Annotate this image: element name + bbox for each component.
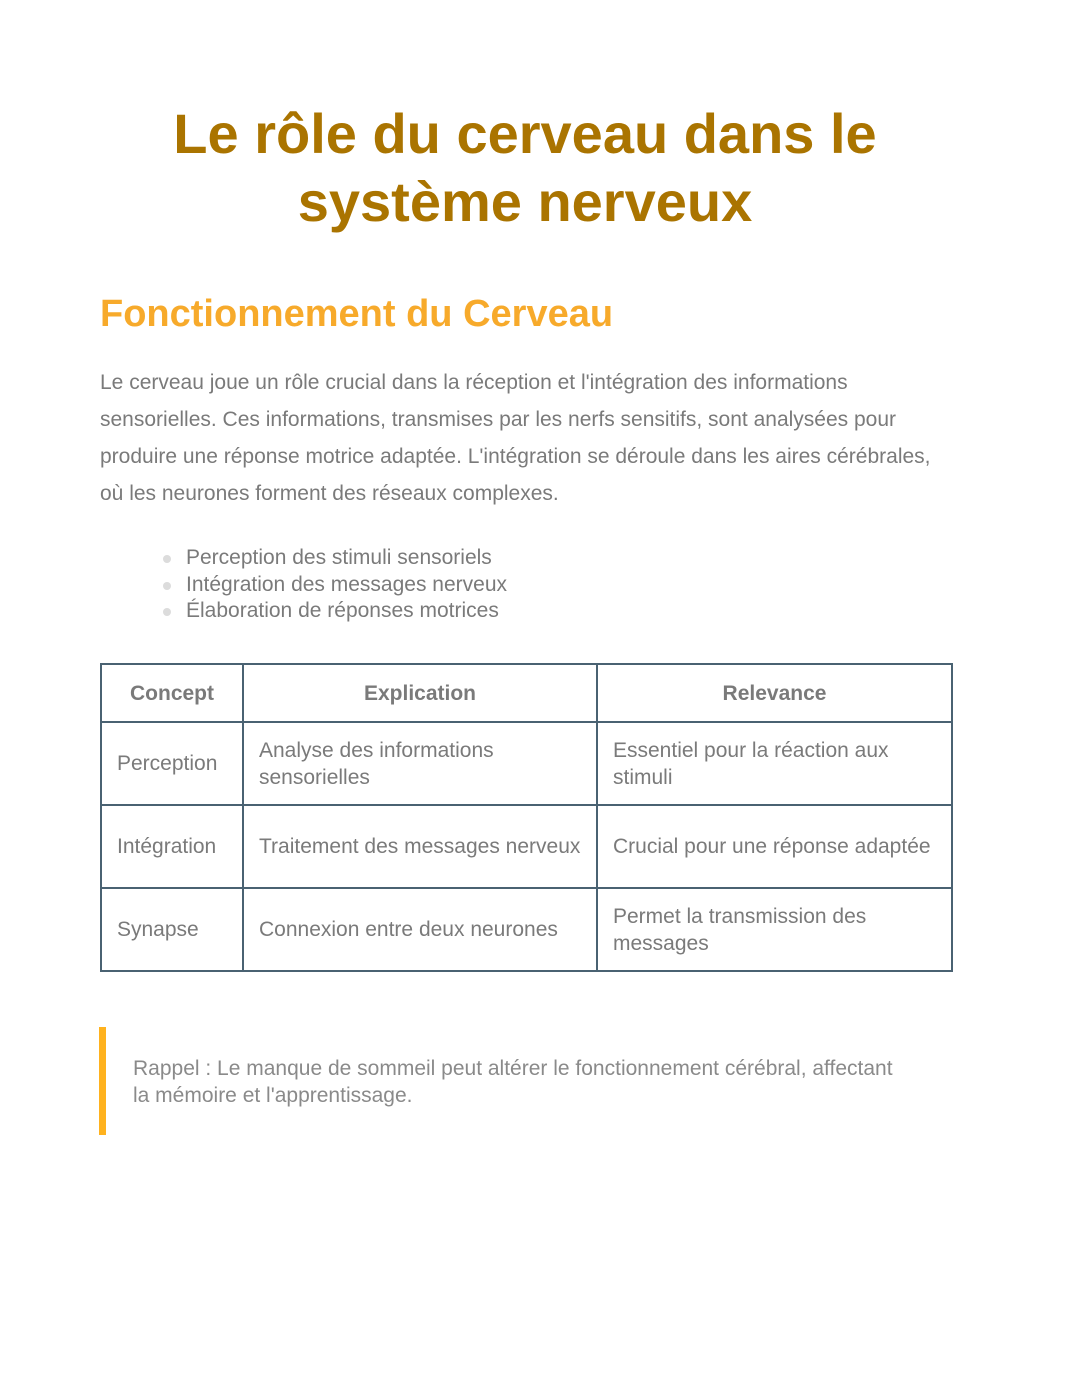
- reminder-callout: [99, 1027, 951, 1135]
- column-header-concept: Concept: [101, 664, 243, 722]
- table-cell-explication: Analyse des informations sensorielles: [243, 722, 597, 805]
- concept-table: [100, 663, 953, 972]
- section-heading: Fonctionnement du Cerveau: [100, 293, 614, 335]
- table-row: [101, 805, 952, 888]
- list-item: [160, 598, 507, 625]
- table-header-row: [101, 664, 952, 722]
- bullet-icon: [163, 608, 171, 616]
- bullet-icon: [163, 582, 171, 590]
- table-cell-relevance: Essentiel pour la réaction aux stimuli: [597, 722, 952, 805]
- table-cell-explication: Traitement des messages nerveux: [243, 805, 597, 888]
- table-cell-relevance: Crucial pour une réponse adaptée: [597, 805, 952, 888]
- callout-accent-bar: [99, 1027, 106, 1135]
- list-item: [160, 572, 507, 599]
- table-cell-concept: Intégration: [101, 805, 243, 888]
- table-row: [101, 722, 952, 805]
- list-item-text: Intégration des messages nerveux: [186, 572, 508, 596]
- table-cell-explication: Connexion entre deux neurones: [243, 888, 597, 971]
- bullet-icon: [163, 555, 171, 563]
- bullet-list: [160, 545, 507, 625]
- intro-paragraph: Le cerveau joue un rôle crucial dans la réception et l'intégration des informations sensorielles. Ces informations, transmises par les nerfs sensitifs, sont analysées pour produire une réponse motrice adaptée. L'intégration se déroule dans les aires cérébrales, où les neurones forment des réseaux complexes.: [100, 371, 931, 505]
- list-item-text: Perception des stimuli sensoriels: [186, 546, 492, 569]
- table-cell-concept: Synapse: [101, 888, 243, 971]
- column-header-relevance: Relevance: [597, 664, 952, 722]
- table-cell-relevance: Permet la transmission des messages: [597, 888, 952, 971]
- page-title: Le rôle du cerveau dans le système nerveux: [173, 102, 877, 233]
- table-row: [101, 888, 952, 971]
- column-header-explication: Explication: [243, 664, 597, 722]
- table-cell-concept: Perception: [101, 722, 243, 805]
- list-item: [160, 545, 507, 572]
- list-item-text: Élaboration de réponses motrices: [186, 599, 499, 622]
- reminder-text: Rappel : Le manque de sommeil peut altérer le fonctionnement cérébral, affectant la mémoire et l'apprentissage.: [133, 1057, 893, 1107]
